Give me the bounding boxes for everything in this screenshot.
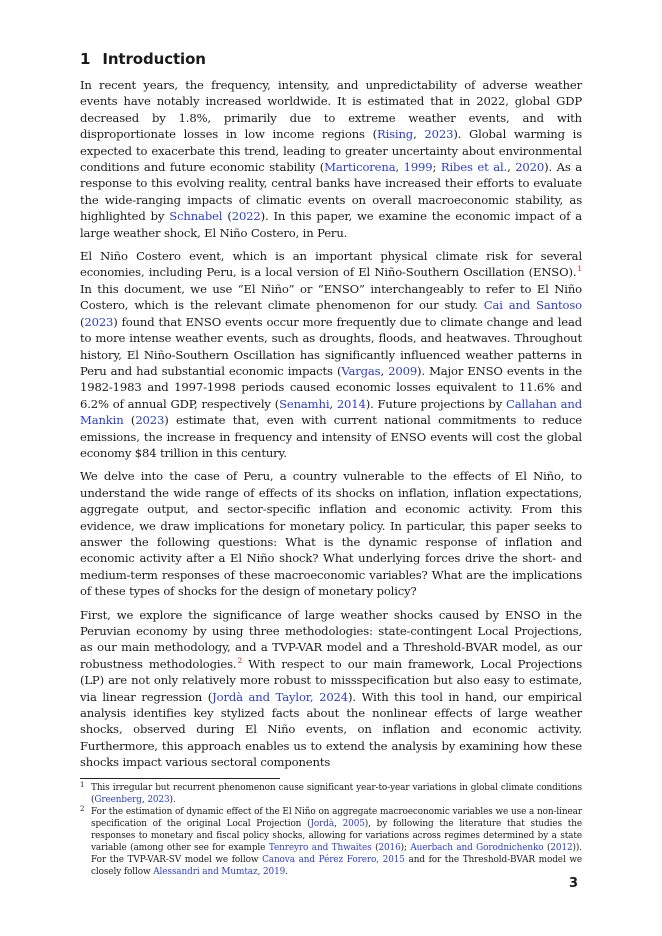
citation-link[interactable]: Auerbach and Gorodnichenko xyxy=(410,843,544,854)
section-title: Introduction xyxy=(102,50,206,68)
page-content xyxy=(80,50,582,880)
citation-link[interactable]: 2020 xyxy=(515,160,545,175)
citation-link[interactable]: Marticorena, 1999 xyxy=(324,160,433,175)
paragraph-3: We delve into the case of Peru, a country vulnerable to the effects of El Niño, to understand the wide range of effects of its shocks on inflation, inflation expectations, aggregate output, and sector-specific inflation and economic activity. From this evidence, we draw implications for monetary policy. In particular, this paper seeks to answer the following questions: What is the dynamic response of inflation and economic activity after a El Niño shock? What underlying forces drive the short- and medium-term responses of these macroeconomic variables? What are the implications of these types of shocks for the design of monetary policy? xyxy=(80,469,582,599)
citation-link[interactable]: Cai and Santoso xyxy=(483,298,582,313)
citation-link[interactable]: 2014 xyxy=(336,396,366,411)
citation-link[interactable]: 2005 xyxy=(342,819,365,830)
citation-link[interactable]: 2023 xyxy=(84,314,114,329)
section-number: 1 xyxy=(80,50,91,68)
footnote-marker[interactable]: 2 xyxy=(237,655,243,665)
citation-link[interactable]: Schnabel xyxy=(169,209,223,224)
footnote-1: 1 This irregular but recurrent phenomenon cause significant year-to-year variations in global climate conditions (Greenberg, 2023). xyxy=(80,780,582,805)
citation-link[interactable]: 2023 xyxy=(424,127,454,142)
page-number: 3 xyxy=(569,876,579,891)
paragraph-2: El Niño Costero event, which is an important physical climate risk for several economies, including Peru, is a local version of El Niño-Southern Oscillation (ENSO).$^1$ In this document, we use “El Niño” or “ENSO” interchangeably to refer to El Niño Costero, which is the relevant climate phenomenon for our study. Cai and Santoso (2023) found that ENSO events occur more frequently due to climate change and lead to more intense weather events, such as droughts, floods, and heatwaves. Throughout history, El Niño-Southern Oscillation has significantly influenced weather patterns in Peru and had substantial economic impacts (Vargas, 2009). Major ENSO events in the 1982-1983 and 1997-1998 periods caused economic losses equivalent to 11.6% and 6.2% of annual GDP, respectively (Senamhi, 2014). Future projections by Callahan and Mankin (2023) estimate that, even with current national commitments to reduce emissions, the increase in frequency and intensity of ENSO events will cost the global economy $84 trillion in this century. xyxy=(80,249,582,460)
citation-link[interactable]: Alessandri and Mumtaz, 2019 xyxy=(153,867,286,877)
citation-link[interactable]: 2012 xyxy=(550,843,573,854)
citation-link[interactable]: Vargas xyxy=(341,363,381,378)
citation-link[interactable]: Ribes et al. xyxy=(440,160,508,175)
citation-link[interactable]: 2022 xyxy=(231,209,261,224)
citation-link[interactable]: Canova and Pérez Forero, 2015 xyxy=(262,855,405,866)
paragraph-1: In recent years, the frequency, intensity, and unpredictability of adverse weather events have notably increased worldwide. It is estimated that in 2022, global GDP decreased by 1.8%, primarily due to extreme weather events, and with disproportionate losses in low income regions (Rising, 2023). Global warming is expected to exacerbate this trend, leading to greater uncertainty about environmental conditions and future economic stability (Marticorena, 1999; Ribes et al., 2020). As a response to this evolving reality, central banks have increased their efforts to evaluate the wide-ranging impacts of climatic events on overall macroeconomic stability, as highlighted by Schnabel (2022). In this paper, we examine the economic impact of a large weather shock, El Niño Costero, in Peru. xyxy=(80,78,583,240)
citation-link[interactable]: Greenberg xyxy=(94,794,142,805)
footnote-2: 2 For the estimation of dynamic effect of the El Niño on aggregate macroeconomic variables we use a non-linear specification of the original Local Projection (Jordà, 2005), by following the literature that studies the responses to monetary and fiscal policy shocks, allowing for variations across regimes determined by a state variable (among other see for example Tenreyro and Thwaites (2016); Auerbach and Gorodnichenko (2012)). For the TVP-VAR-SV model we follow Canova and Pérez Forero, 2015 and for the Threshold-BVAR model we closely follow Alessandri and Mumtaz, 2019. xyxy=(80,805,582,877)
citation-link[interactable]: Rising xyxy=(376,127,414,142)
citation-link[interactable]: 2016 xyxy=(378,843,401,854)
citation-link[interactable]: Tenreyro and Thwaites xyxy=(268,843,372,854)
section-heading xyxy=(80,50,582,68)
citation-link[interactable]: Callahan and Mankin xyxy=(80,396,582,428)
footnote-marker[interactable]: 1 xyxy=(577,264,582,274)
citation-link[interactable]: Jordà xyxy=(310,819,335,830)
footnote-divider xyxy=(80,778,280,779)
citation-link[interactable]: 2023 xyxy=(135,413,165,428)
citation-link[interactable]: 2009 xyxy=(388,363,418,378)
paragraph-4: First, we explore the significance of large weather shocks caused by ENSO in the Peruvian economy by using three methodologies: state-contingent Local Projections, as our main methodology, and a TVP-VAR model and a Threshold-BVAR model, as our robustness methodologies.$^2$ With respect to our main framework, Local Projections (LP) are not only relatively more robust to missspecification but also easy to estimate, via linear regression (Jordà and Taylor, 2024). With this tool in hand, our empirical analysis identifies key stylized facts about the nonlinear effects of large weather shocks, observed during El Niño events, on inflation and economic activity. Furthermore, this approach enables us to extend the analysis by examining how these shocks impact various sectoral components xyxy=(80,607,583,770)
citation-link[interactable]: Jordà and Taylor, 2024 xyxy=(212,689,349,704)
citation-link[interactable]: 2023 xyxy=(147,794,170,805)
citation-link[interactable]: Senamhi xyxy=(279,396,330,411)
